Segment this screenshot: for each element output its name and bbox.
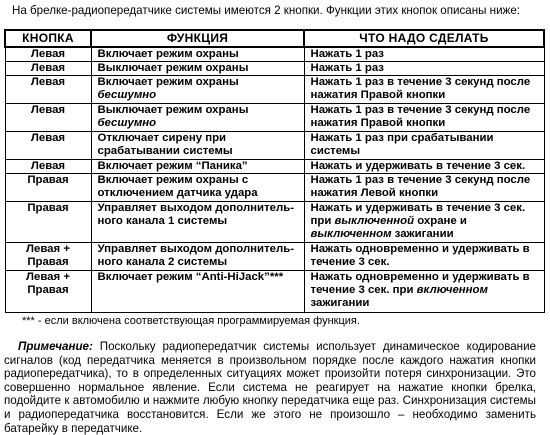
- cell-action: [304, 104, 544, 132]
- table-row: [5, 271, 544, 313]
- cell-action: [304, 47, 544, 62]
- action-text: охране и: [414, 215, 467, 227]
- action-text: выключенной: [334, 215, 415, 227]
- table-row: [5, 160, 544, 174]
- function-text: Управляет выходом дополнитель-: [97, 243, 295, 255]
- cell-function: [91, 62, 304, 76]
- cell-action: [304, 202, 544, 243]
- cell-function: [91, 271, 304, 313]
- action-text: течение 3 сек. при: [310, 284, 417, 296]
- cell-button-line: Правая: [27, 284, 69, 296]
- action-text: Нажать 1 раз: [310, 62, 384, 74]
- note-label: Примечание:: [18, 340, 93, 353]
- header-function: ФУНКЦИЯ: [91, 30, 304, 47]
- function-text: Включает режим охраны: [97, 48, 239, 60]
- table-row: [5, 104, 544, 132]
- cell-action: [304, 62, 544, 76]
- cell-button: [5, 62, 91, 76]
- footnote: *** - если включена соответствующая программируемая функция.: [22, 315, 360, 327]
- function-text: бесшумно: [97, 117, 157, 129]
- cell-function: [91, 104, 304, 132]
- cell-button-line: Левая: [30, 132, 66, 144]
- table-row: [5, 243, 544, 271]
- cell-button: [5, 132, 91, 160]
- function-text: Управляет выходом дополнитель-: [97, 202, 295, 214]
- cell-function: [91, 243, 304, 271]
- cell-action: [304, 132, 544, 160]
- table-row: [5, 174, 544, 202]
- action-text: зажигании: [391, 228, 454, 240]
- cell-button: [5, 76, 91, 104]
- cell-button-line: Правая: [27, 256, 69, 268]
- cell-button-line: Правая: [27, 202, 69, 214]
- cell-button-line: Левая: [30, 48, 66, 60]
- function-text: бесшумно: [97, 89, 157, 101]
- action-text: Нажать 1 раз в течение 3 секунд после: [310, 174, 531, 186]
- table-row: [5, 47, 544, 62]
- cell-function: [91, 202, 304, 243]
- action-text: нажатия Левой кнопки: [310, 187, 439, 199]
- action-text: Нажать одновременно и удерживать в: [310, 271, 530, 283]
- cell-button: [5, 202, 91, 243]
- function-text: Включает режим охраны: [97, 76, 239, 88]
- cell-button: [5, 243, 91, 271]
- button-functions-table: [4, 29, 545, 313]
- function-text: срабатывании системы: [97, 145, 233, 157]
- action-text: Нажать и удерживать в течение 3 сек.: [310, 202, 526, 214]
- action-text: Нажать 1 раз при срабатывании системы: [310, 132, 494, 157]
- action-text: Нажать и удерживать в течение 3 сек.: [310, 160, 526, 172]
- cell-function: [91, 132, 304, 160]
- function-text: отключением датчика удара: [97, 187, 258, 199]
- cell-action: [304, 76, 544, 104]
- function-text: Отключает сирену при: [97, 132, 227, 144]
- cell-action: [304, 174, 544, 202]
- note-text: Поскольку радиопередатчик системы использует динамическое кодирование сигналов (код передатчика меняется в произвольном порядке после каждого нажатия кнопки радиопередатчика), то в определенных ситуациях может произойти потеря синхронизации. Это совершенно нормальное явление. Если система не реагирует на нажатие кнопки брелка, подойдите к автомобилю и нажмите любую кнопку передатчика еще раз. Синхронизация системы и радиопередатчика восстановится. Если же этого не произошло – необходимо заменить батарейку в передатчике.: [4, 340, 536, 435]
- function-text: Выключает режим охраны: [97, 104, 249, 116]
- function-text: ного канала 2 системы: [97, 256, 228, 268]
- cell-button: [5, 47, 91, 62]
- function-text: ного канала 1 системы: [97, 215, 228, 227]
- note-paragraph: [4, 340, 536, 435]
- table-row: [5, 62, 544, 76]
- function-text: Включает режим охраны с: [97, 174, 249, 186]
- action-text: нажатия Правой кнопки: [310, 89, 446, 101]
- cell-button: [5, 174, 91, 202]
- cell-button-line: Левая: [30, 62, 66, 74]
- action-text: Нажать 1 раз в течение 3 секунд после: [310, 76, 531, 88]
- cell-function: [91, 47, 304, 62]
- function-text: Выключает режим охраны: [97, 62, 249, 74]
- cell-action: [304, 271, 544, 313]
- header-action: ЧТО НАДО СДЕЛАТЬ: [304, 30, 544, 47]
- cell-button: [5, 160, 91, 174]
- table-row: [5, 202, 544, 243]
- cell-button-line: Левая: [30, 76, 66, 88]
- cell-button-line: Левая: [30, 104, 66, 116]
- action-text: Нажать 1 раз: [310, 48, 384, 60]
- function-text: Включает режим “Паника”: [97, 160, 248, 172]
- action-text: нажатия Правой кнопки: [310, 117, 446, 129]
- action-text: зажигании: [310, 297, 370, 309]
- cell-function: [91, 174, 304, 202]
- action-text: при: [310, 215, 335, 227]
- action-text: Нажать 1 раз в течение 3 секунд после: [310, 104, 531, 116]
- cell-button-line: Левая: [30, 160, 66, 172]
- table-header-row: [5, 30, 544, 47]
- cell-function: [91, 160, 304, 174]
- action-text: выключенном: [310, 228, 392, 240]
- action-text: Нажать одновременно и удерживать в: [310, 243, 530, 255]
- cell-button: [5, 271, 91, 313]
- table-body: [5, 47, 544, 313]
- cell-action: [304, 243, 544, 271]
- cell-button-line: Правая: [27, 174, 69, 186]
- table-row: [5, 132, 544, 160]
- cell-button: [5, 104, 91, 132]
- cell-button-line: Левая +: [26, 271, 70, 283]
- cell-action: [304, 160, 544, 174]
- intro-text: На брелке-радиопередатчике системы имеются 2 кнопки. Функции этих кнопок описаны ниже:: [12, 4, 520, 17]
- action-text: течение 3 сек.: [310, 256, 390, 268]
- function-text: Включает режим “Anti-HiJack”***: [97, 271, 284, 283]
- cell-button-line: Левая +: [26, 243, 70, 255]
- cell-function: [91, 76, 304, 104]
- action-text: включенном: [416, 284, 488, 296]
- table-row: [5, 76, 544, 104]
- header-button: КНОПКА: [5, 30, 91, 47]
